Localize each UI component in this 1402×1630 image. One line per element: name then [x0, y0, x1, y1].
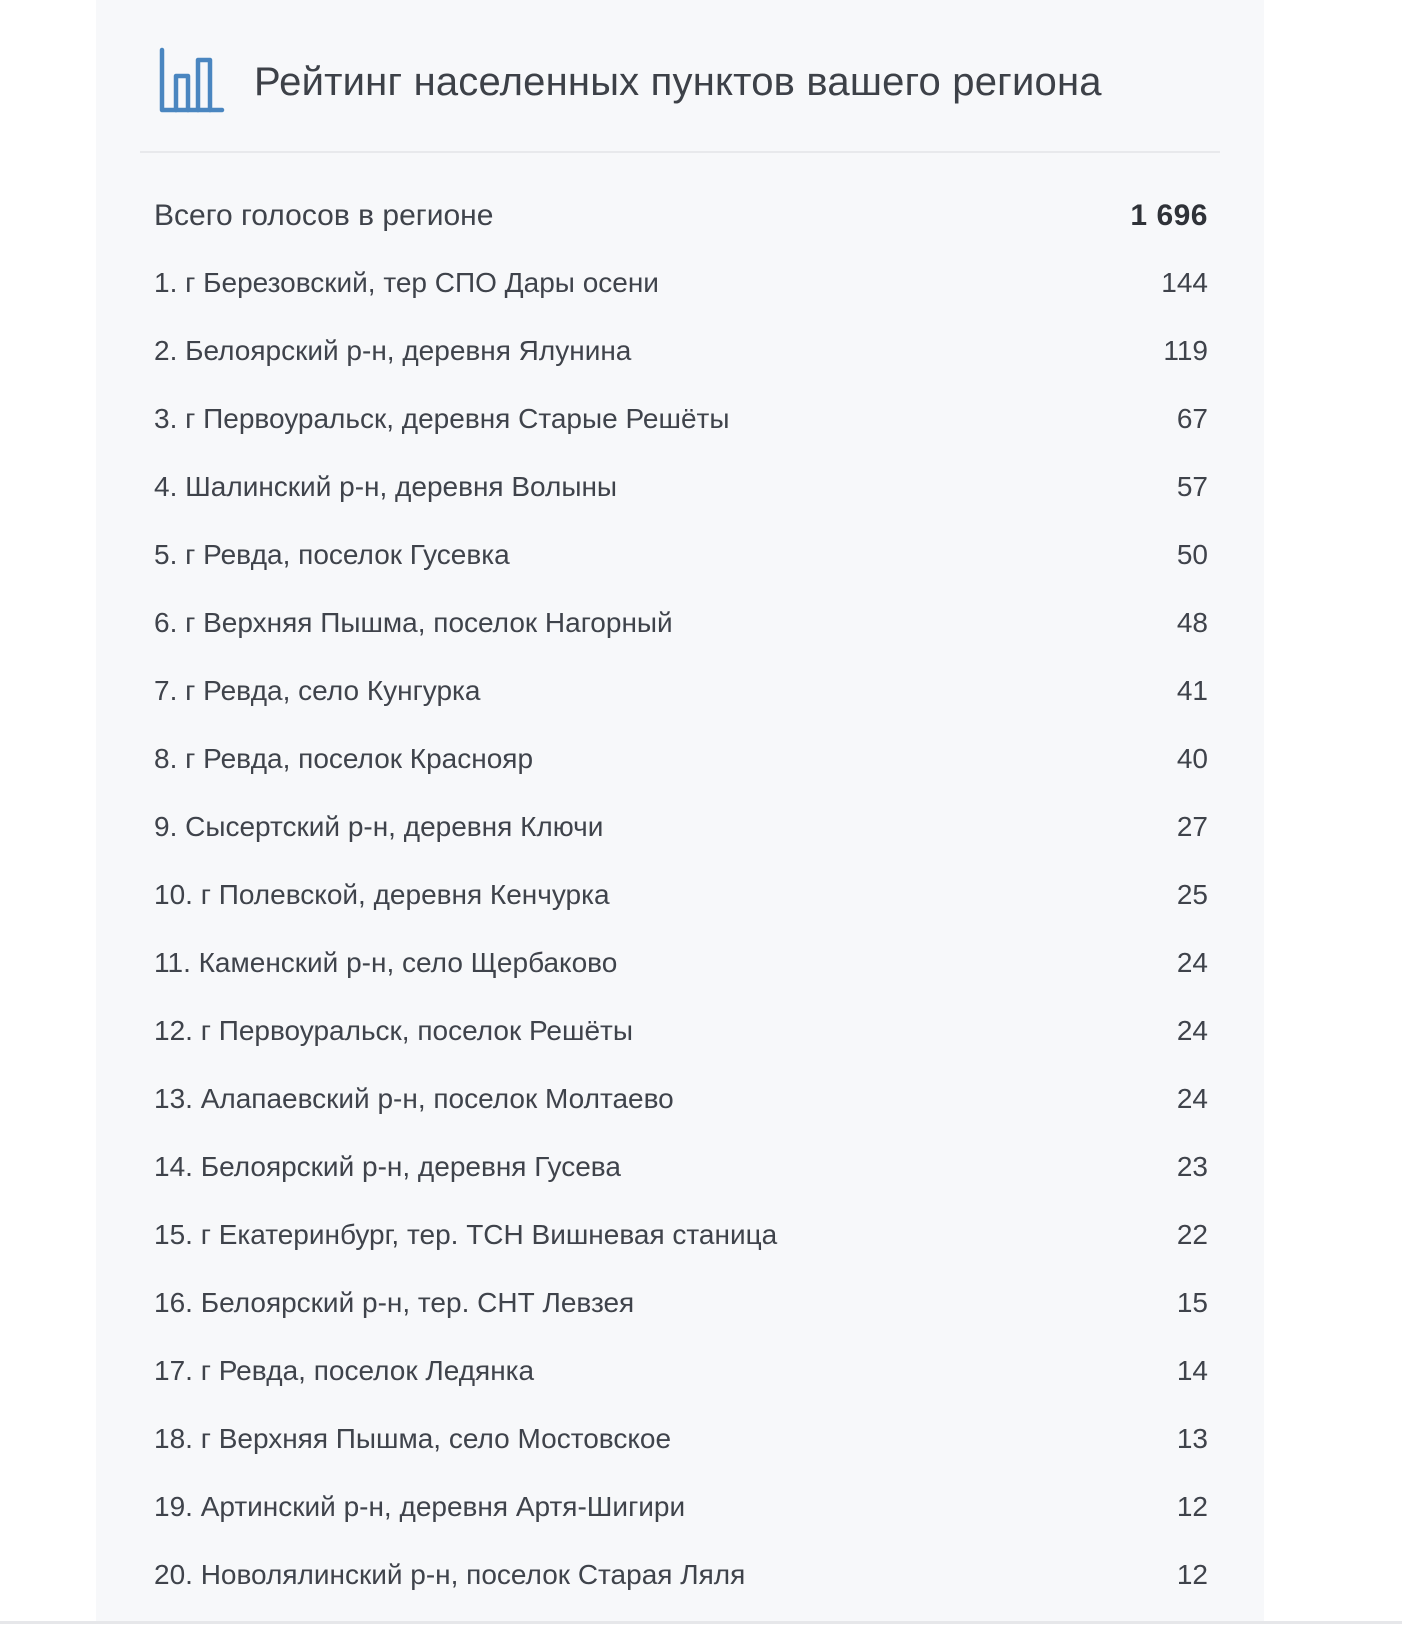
vote-count: 15 — [1176, 1287, 1208, 1318]
settlement-name: 18. г Верхняя Пышма, село Мостовское — [154, 1423, 672, 1454]
settlement-name: 16. Белоярский р-н, тер. СНТ Левзея — [154, 1287, 635, 1318]
vote-count: 23 — [1176, 1151, 1208, 1182]
total-votes-row — [154, 183, 1208, 249]
rating-row — [154, 521, 1208, 589]
rating-row — [154, 1473, 1208, 1541]
page-title: Рейтинг населенных пунктов вашего региона — [254, 59, 1102, 104]
vote-count: 27 — [1176, 811, 1208, 842]
settlement-name: 2. Белоярский р-н, деревня Ялунина — [154, 335, 632, 366]
settlement-name: 5. г Ревда, поселок Гусевка — [154, 539, 510, 570]
rating-list — [154, 183, 1208, 1609]
vote-count: 57 — [1176, 471, 1208, 502]
settlement-name: 7. г Ревда, село Кунгурка — [154, 675, 481, 706]
rating-row — [154, 657, 1208, 725]
vote-count: 119 — [1163, 335, 1208, 366]
settlement-name: 4. Шалинский р-н, деревня Волыны — [154, 471, 618, 502]
settlement-name: 11. Каменский р-н, село Щербаково — [154, 947, 618, 978]
panel-header — [158, 44, 1102, 120]
vote-count: 24 — [1176, 1015, 1208, 1046]
settlement-name: 19. Артинский р-н, деревня Артя-Шигири — [154, 1491, 686, 1522]
vote-count: 25 — [1176, 879, 1208, 910]
vote-count: 144 — [1161, 267, 1208, 298]
rating-row — [154, 929, 1208, 997]
vote-count: 13 — [1176, 1423, 1208, 1454]
rating-row — [154, 317, 1208, 385]
rating-row — [154, 1337, 1208, 1405]
rating-row — [154, 1541, 1208, 1609]
settlement-name: 17. г Ревда, поселок Ледянка — [154, 1355, 535, 1386]
settlement-name: 9. Сысертский р-н, деревня Ключи — [154, 811, 604, 842]
settlement-name: 6. г Верхняя Пышма, поселок Нагорный — [154, 607, 673, 638]
vote-count: 40 — [1176, 743, 1208, 774]
vote-count: 22 — [1176, 1219, 1208, 1250]
rating-panel — [96, 0, 1264, 1622]
vote-count: 14 — [1176, 1355, 1208, 1386]
vote-count: 12 — [1176, 1559, 1208, 1590]
vote-count: 24 — [1176, 1083, 1208, 1114]
rating-row — [154, 1133, 1208, 1201]
rating-row — [154, 1269, 1208, 1337]
settlement-name: 20. Новолялинский р-н, поселок Старая Ляля — [154, 1559, 746, 1590]
vote-count: 67 — [1176, 403, 1208, 434]
rating-row — [154, 997, 1208, 1065]
rating-row — [154, 725, 1208, 793]
bar-chart-icon — [158, 46, 226, 118]
settlement-name: 15. г Екатеринбург, тер. ТСН Вишневая станица — [154, 1219, 778, 1250]
settlement-name: 8. г Ревда, поселок Краснояр — [154, 743, 534, 774]
total-votes-label: Всего голосов в регионе — [154, 199, 494, 232]
rating-row — [154, 453, 1208, 521]
rating-row — [154, 861, 1208, 929]
vote-count: 12 — [1176, 1491, 1208, 1522]
settlement-name: 10. г Полевской, деревня Кенчурка — [154, 879, 610, 910]
header-divider — [140, 151, 1220, 153]
rating-row — [154, 1405, 1208, 1473]
settlement-name: 12. г Первоуральск, поселок Решёты — [154, 1015, 633, 1046]
settlement-name: 13. Алапаевский р-н, поселок Молтаево — [154, 1083, 674, 1114]
settlement-name: 14. Белоярский р-н, деревня Гусева — [154, 1151, 621, 1182]
settlement-name: 3. г Первоуральск, деревня Старые Решёты — [154, 403, 730, 434]
page-bottom-border — [0, 1621, 1402, 1624]
vote-count: 41 — [1176, 675, 1208, 706]
rating-row — [154, 249, 1208, 317]
vote-count: 48 — [1176, 607, 1208, 638]
rating-row — [154, 385, 1208, 453]
total-votes-value: 1 696 — [1130, 199, 1208, 232]
rating-row — [154, 1201, 1208, 1269]
settlement-name: 1. г Березовский, тер СПО Дары осени — [154, 267, 659, 298]
rating-row — [154, 793, 1208, 861]
rating-row — [154, 1065, 1208, 1133]
vote-count: 24 — [1176, 947, 1208, 978]
vote-count: 50 — [1176, 539, 1208, 570]
rating-row — [154, 589, 1208, 657]
